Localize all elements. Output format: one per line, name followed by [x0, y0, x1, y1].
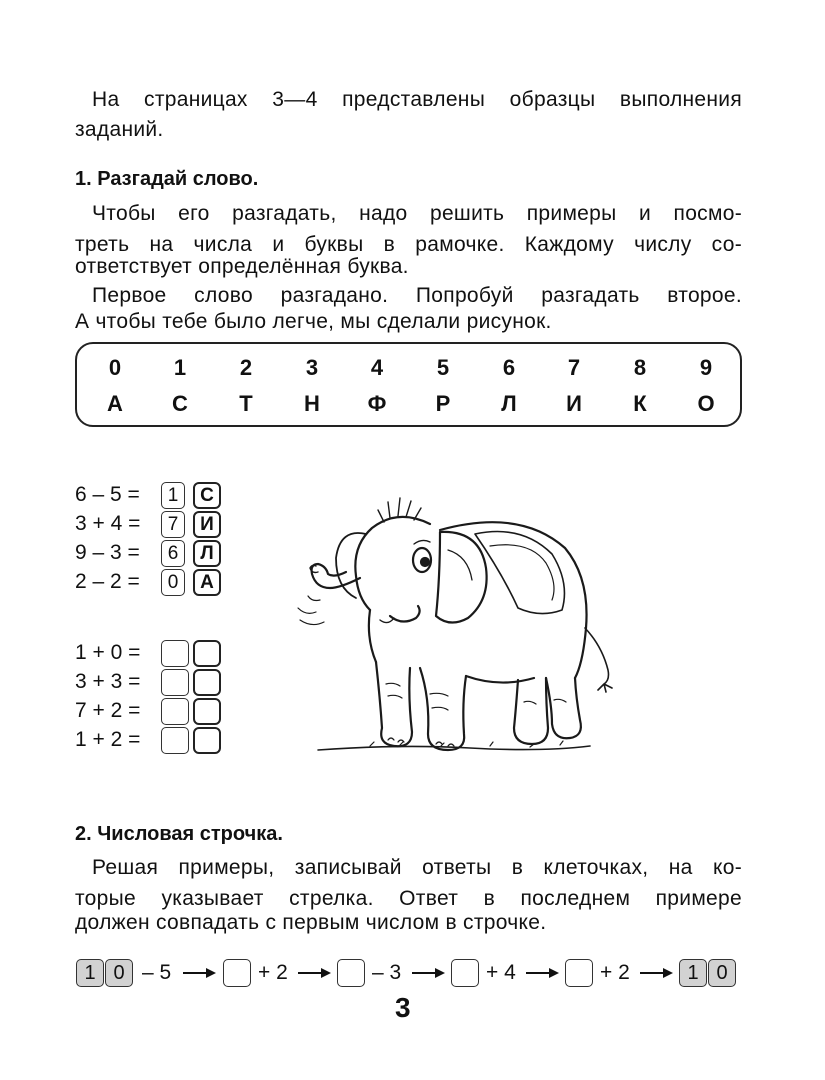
- key-letter: О: [697, 391, 715, 416]
- task2-title: 2. Числовая строчка.: [75, 823, 283, 845]
- right-arrow-icon: [182, 966, 218, 980]
- task1-title: 1. Разгадай слово.: [75, 168, 259, 190]
- letter-box[interactable]: [193, 698, 221, 725]
- task1-paragraph1-line1: Чтобы его разгадать, надо решить примеры и посмо-: [92, 202, 742, 225]
- right-arrow-icon: [525, 966, 561, 980]
- key-number: 0: [108, 355, 122, 380]
- key-number: 5: [436, 355, 450, 380]
- key-number: 1: [173, 355, 187, 380]
- equation-expression: 6 – 5 =: [75, 483, 140, 506]
- task1-paragraph2-line2: А чтобы тебе было легче, мы сделали рисунок.: [75, 310, 552, 333]
- end-digit-box: 0: [708, 959, 736, 987]
- chain-operation: – 3: [372, 961, 402, 984]
- equation-expression: 9 – 3 =: [75, 541, 140, 564]
- letter-box[interactable]: Л: [193, 540, 221, 567]
- chain-operation: – 5: [142, 961, 172, 984]
- chain-operation: + 2: [258, 961, 288, 984]
- key-number: 2: [239, 355, 253, 380]
- elephant-illustration: [290, 488, 635, 763]
- end-digit-box: 1: [679, 959, 707, 987]
- letter-box[interactable]: [193, 640, 221, 667]
- letter-key-table: [75, 342, 742, 427]
- right-arrow-icon: [297, 966, 333, 980]
- task2-paragraph-line3: должен совпадать с первым числом в строчке.: [75, 911, 547, 934]
- number-chain: [0, 959, 825, 989]
- key-letter: И: [566, 391, 582, 416]
- task1-paragraph1-line3: ответствует определённая буква.: [75, 255, 409, 278]
- right-arrow-icon: [639, 966, 675, 980]
- equation-expression: 1 + 0 =: [75, 641, 141, 664]
- equation-expression: 7 + 2 =: [75, 699, 141, 722]
- key-letter: Ф: [367, 391, 387, 416]
- answer-box[interactable]: [161, 698, 189, 725]
- equation-expression: 1 + 2 =: [75, 728, 141, 751]
- key-numbers-row: [77, 352, 740, 384]
- intro-line-2: заданий.: [75, 118, 164, 141]
- letter-box[interactable]: [193, 727, 221, 754]
- key-letters-row: [77, 388, 740, 420]
- key-letter: Н: [304, 391, 320, 416]
- key-letter: А: [107, 391, 123, 416]
- task2-paragraph-line2: торые указывает стрелка. Ответ в последнем примере: [75, 887, 742, 910]
- answer-box[interactable]: [161, 640, 189, 667]
- answer-box[interactable]: [161, 669, 189, 696]
- key-number: 4: [370, 355, 384, 380]
- chain-operation: + 2: [600, 961, 630, 984]
- key-letter: К: [633, 391, 647, 416]
- key-number: 6: [502, 355, 516, 380]
- answer-box[interactable]: 7: [161, 511, 185, 538]
- equation-expression: 2 – 2 =: [75, 570, 140, 593]
- task2-paragraph-line1: Решая примеры, записывай ответы в клеточках, на ко-: [92, 856, 742, 879]
- right-arrow-icon: [411, 966, 447, 980]
- answer-cell[interactable]: [565, 959, 593, 987]
- key-number: 9: [699, 355, 713, 380]
- equation-expression: 3 + 4 =: [75, 512, 141, 535]
- letter-box[interactable]: И: [193, 511, 221, 538]
- page-number: 3: [395, 992, 411, 1023]
- letter-box[interactable]: [193, 669, 221, 696]
- intro-line-1: На страницах 3—4 представлены образцы выполнения: [92, 88, 742, 111]
- task1-paragraph2-line1: Первое слово разгадано. Попробуй разгадать второе.: [92, 284, 742, 307]
- task1-paragraph1-line2: треть на числа и буквы в рамочке. Каждому числу со-: [75, 233, 742, 256]
- answer-box[interactable]: 0: [161, 569, 185, 596]
- key-number: 8: [633, 355, 647, 380]
- key-number: 7: [567, 355, 581, 380]
- key-number: 3: [305, 355, 319, 380]
- answer-box[interactable]: 6: [161, 540, 185, 567]
- key-letter: Л: [501, 391, 517, 416]
- answer-cell[interactable]: [223, 959, 251, 987]
- answer-box[interactable]: [161, 727, 189, 754]
- answer-box[interactable]: 1: [161, 482, 185, 509]
- key-letter: С: [172, 391, 188, 416]
- answer-cell[interactable]: [337, 959, 365, 987]
- equation-expression: 3 + 3 =: [75, 670, 141, 693]
- start-digit-box: 0: [105, 959, 133, 987]
- start-digit-box: 1: [76, 959, 104, 987]
- letter-box[interactable]: С: [193, 482, 221, 509]
- answer-cell[interactable]: [451, 959, 479, 987]
- key-letter: Р: [435, 391, 451, 416]
- key-letter: Т: [239, 391, 253, 416]
- letter-box[interactable]: А: [193, 569, 221, 596]
- chain-operation: + 4: [486, 961, 516, 984]
